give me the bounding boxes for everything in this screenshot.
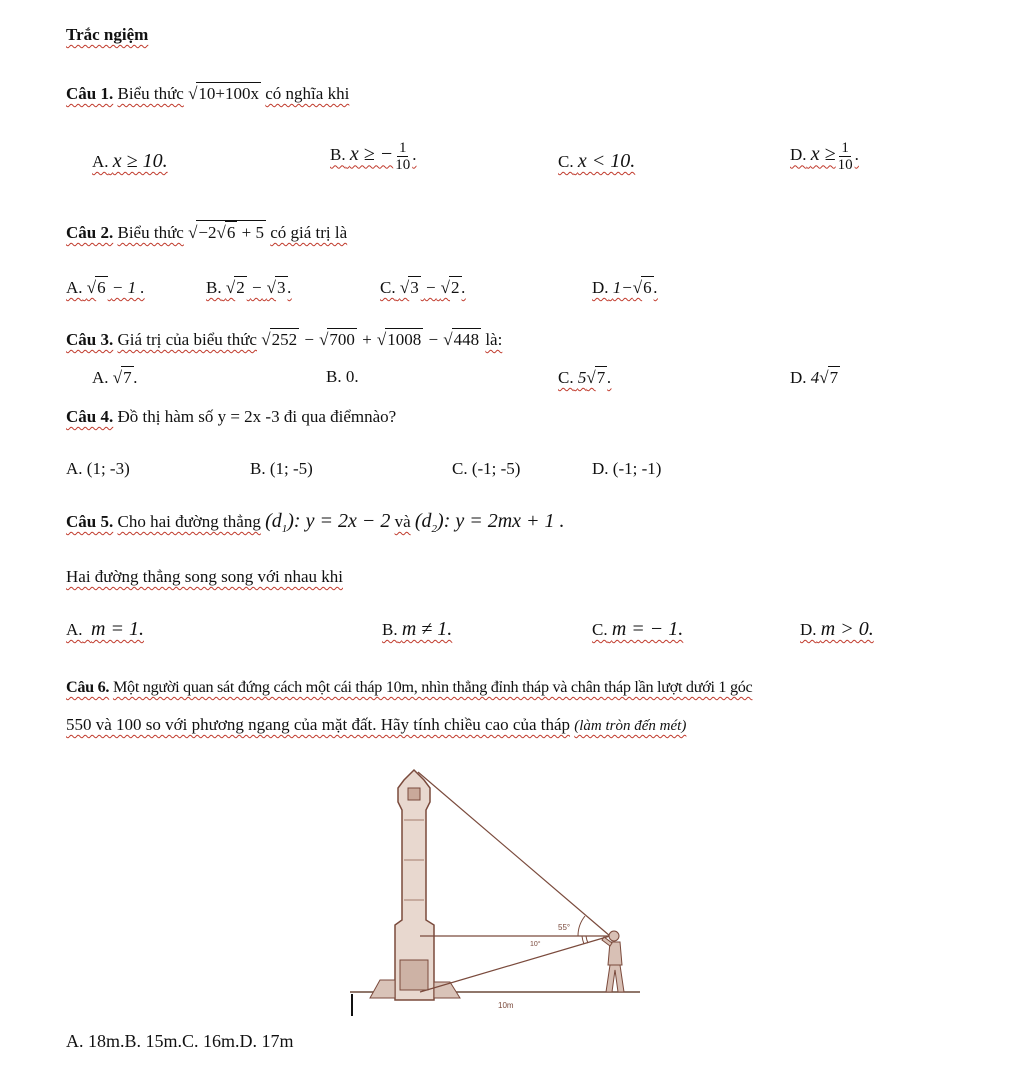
tower-door (400, 960, 428, 990)
q3-option-a[interactable]: A. √7 . (92, 368, 138, 387)
q5-option-b[interactable]: B. m ≠ 1. (382, 618, 453, 640)
question-2-text-post: có giá trị là (270, 223, 348, 242)
question-1-text-post: có nghĩa khi (265, 84, 350, 103)
q4-option-b[interactable]: B. (1; -5) (250, 459, 313, 478)
question-5-line-d1: $(d_1)$: y = 2x − 2 (265, 510, 391, 535)
q1-option-b[interactable]: B. x ≥ − $\frac{1}{10}$ . (330, 140, 417, 173)
q2-option-b[interactable]: B. √2 − √3 . (206, 278, 292, 297)
question-5-label: Câu 5. (66, 512, 114, 531)
question-3-expr: √252 − √700 + √1008 − √448 (261, 330, 480, 349)
question-6-line-2: 550 và 100 so với phương ngang của mặt đất. Hãy tính chiều cao của tháp (làm tròn đến mét) (66, 715, 687, 734)
question-6-answers: A. 18m.B. 15m.C. 16m.D. 17m (66, 1031, 294, 1051)
angle-top-label: 55° (558, 923, 571, 932)
question-1: Câu 1. Biểu thức √10+100x có nghĩa khi (66, 84, 350, 103)
q5-option-a[interactable]: A. m = 1. (66, 618, 144, 640)
q4-option-c[interactable]: C. (-1; -5) (452, 459, 521, 478)
question-2 (66, 220, 347, 244)
question-3-text-post: là: (485, 330, 503, 349)
question-6-text-1: Một người quan sát đứng cách một cái tháp 10m, nhìn thẳng đỉnh tháp và chân tháp lần lượt dưới 1 góc (112, 678, 753, 696)
question-3-text-pre: Giá trị của biểu thức (117, 330, 257, 349)
question-2-label: Câu 2. (66, 223, 114, 242)
angle-arc-top (578, 916, 585, 936)
q1-option-c[interactable]: C. x < 10. (558, 150, 636, 172)
q1-option-d[interactable]: D. x ≥ $\frac{1}{10}$ . (790, 140, 859, 173)
question-4-label: Câu 4. (66, 407, 114, 426)
observer-figure (602, 931, 624, 992)
q1-option-a[interactable]: A. x ≥ 10. (92, 150, 168, 172)
question-4 (66, 406, 396, 428)
q5-option-c[interactable]: C. m = − 1. (592, 618, 684, 640)
q5-option-d[interactable]: D. m > 0. (800, 618, 874, 640)
question-1-expr: 10+100x (198, 84, 260, 103)
distance-label: 10m (498, 1001, 514, 1010)
question-6 (66, 676, 752, 698)
q4-option-d[interactable]: D. (-1; -1) (592, 459, 662, 478)
q2-option-d[interactable]: D. 1−√6 . (592, 278, 658, 297)
q2-option-a[interactable]: A. √6 − 1 . (66, 278, 145, 297)
question-3 (66, 328, 502, 351)
question-1-text-pre: Biểu thức (117, 84, 184, 103)
sight-line-top (418, 772, 610, 936)
question-6-label: Câu 6. (66, 678, 110, 696)
q2-option-c[interactable]: C. √3 − √2 . (380, 278, 466, 297)
text-cursor (351, 994, 353, 1016)
question-5-line-d2: $(d_2)$: y = 2mx + 1 . (414, 510, 565, 535)
question-4-text: Đồ thị hàm số y = 2x -3 đi qua điểmnào? (117, 407, 397, 426)
tower-lamp (408, 788, 420, 800)
question-2-text-pre: Biểu thức (117, 223, 184, 242)
question-5-line-2: Hai đường thẳng song song với nhau khi (66, 567, 343, 586)
tower-figure (340, 760, 650, 1020)
sight-line-bottom (420, 936, 610, 992)
question-5 (66, 510, 565, 540)
question-5-text-pre: Cho hai đường thẳng (117, 512, 261, 531)
question-2-expr: √−2√6 + 5 (188, 223, 266, 242)
question-1-label: Câu 1. (66, 84, 114, 103)
angle-bottom-label: 10° (530, 941, 541, 948)
question-6-note: (làm tròn đến mét) (574, 718, 687, 734)
q3-option-b[interactable]: B. 0. (326, 367, 359, 386)
q3-option-c[interactable]: C. 5√7 . (558, 368, 612, 387)
q4-option-a[interactable]: A. (1; -3) (66, 459, 130, 478)
page-title: Trắc ngiệm (66, 25, 149, 44)
question-3-label: Câu 3. (66, 330, 114, 349)
q3-option-d[interactable]: D. 4√7 (790, 368, 839, 387)
question-5-va: và (394, 512, 411, 531)
angle-arc-bottom (586, 936, 588, 943)
